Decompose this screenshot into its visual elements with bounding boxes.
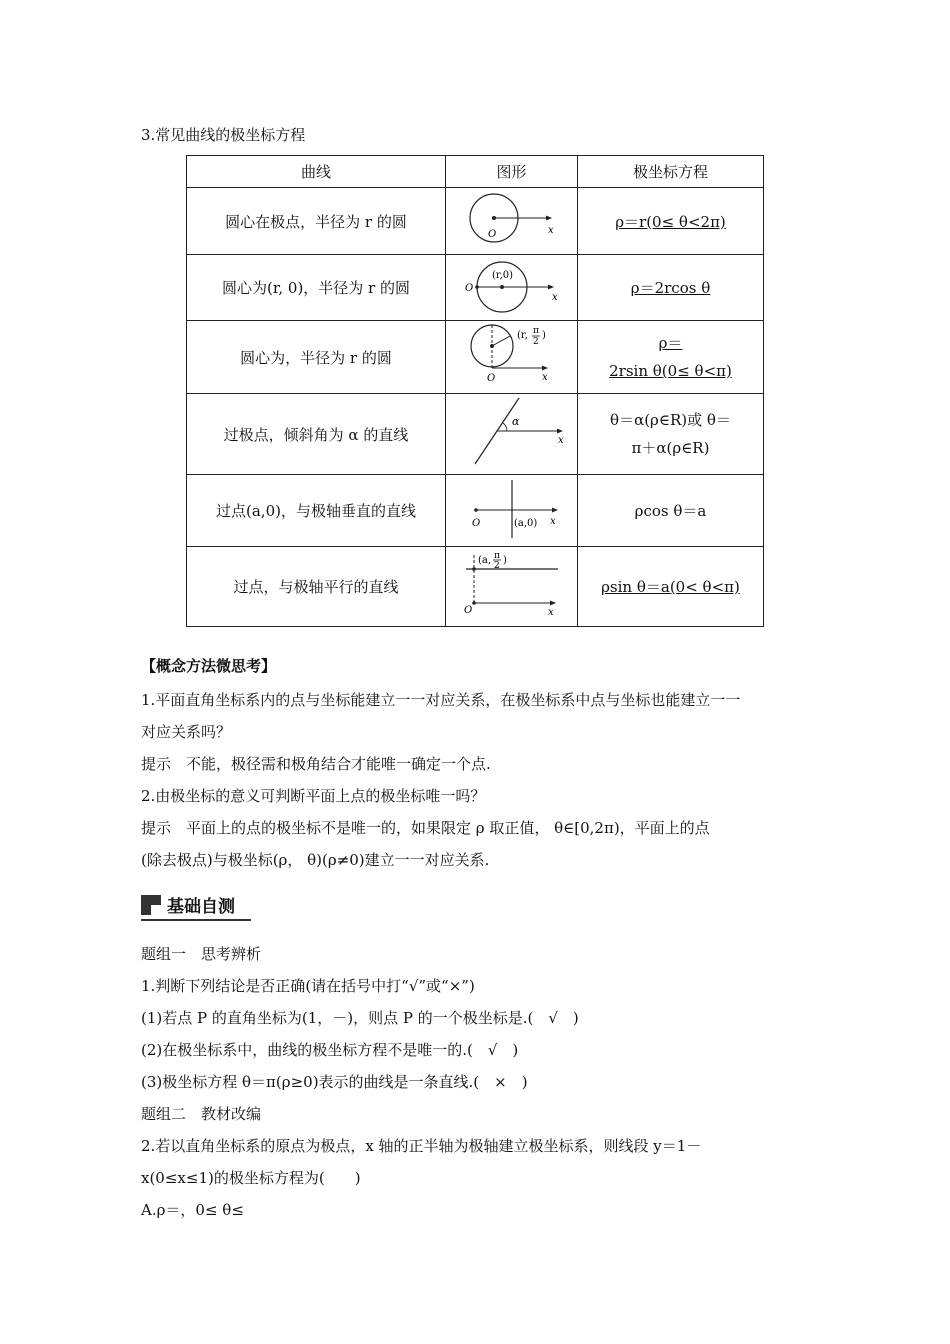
exercise-line: x(0≤x≤1)的极坐标方程为( ): [141, 1169, 361, 1187]
table-row: [187, 547, 764, 627]
svg-text:x: x: [547, 606, 554, 618]
figure-cell: [446, 321, 578, 394]
svg-text:π: π: [532, 326, 539, 336]
equation-cell: [578, 321, 764, 394]
figure-cell: [446, 547, 578, 627]
svg-text:2: 2: [493, 560, 500, 571]
svg-text:O: O: [487, 229, 496, 240]
svg-text:π: π: [493, 550, 500, 561]
svg-text:O: O: [464, 282, 473, 294]
exercise-line: (3)极坐标方程 θ＝π(ρ≥0)表示的曲线是一条直线.( × ): [141, 1073, 528, 1091]
equation: ρcos θ＝a: [634, 502, 707, 520]
table-row: [187, 394, 764, 475]
svg-text:x: x: [551, 291, 558, 303]
curve-cell: 圆心在极点，半径为 r 的圆: [187, 188, 446, 255]
exercise-line: (2)在极坐标系中，曲线的极坐标方程不是唯一的.( √ ): [141, 1041, 519, 1059]
curve-cell: 圆心为(r, 0)，半径为 r 的圆: [187, 255, 446, 321]
circle-center-r0-figure: [462, 256, 562, 316]
vertical-line-figure: [462, 476, 562, 542]
equation-cell: [578, 547, 764, 627]
section-banner: [141, 891, 251, 921]
concept-heading: 【概念方法微思考】: [141, 657, 277, 675]
curve-cell: 过极点，倾斜角为 α 的直线: [187, 394, 446, 475]
equation-cell: [578, 394, 764, 475]
exercise-line: 题组二 教材改编: [141, 1105, 262, 1123]
svg-text:x: x: [549, 515, 556, 527]
concept-line: 1.平面直角坐标系内的点与坐标能建立一一对应关系，在极坐标系中点与坐标也能建立一一: [141, 691, 741, 709]
svg-text:(r,: (r,: [516, 330, 528, 341]
table-row: [187, 188, 764, 255]
line-through-pole-figure: [457, 396, 567, 468]
equation: ρ＝2rcos θ: [630, 279, 711, 297]
table-header-row: [187, 156, 764, 188]
curve-cell: 过点(a,0)，与极轴垂直的直线: [187, 475, 446, 547]
table-row: [187, 255, 764, 321]
concept-line: (除去极点)与极坐标(ρ， θ)(ρ≠0)建立一一对应关系.: [141, 851, 490, 869]
svg-text:(r,0): (r,0): [491, 269, 513, 281]
horizontal-line-figure: [462, 549, 562, 621]
concept-line: 提示 平面上的点的极坐标不是唯一的，如果限定 ρ 取正值， θ∈[0,2π)，平面上的点: [141, 819, 710, 837]
svg-text:O: O: [463, 604, 472, 616]
equation-cell: [578, 255, 764, 321]
table-row: [187, 321, 764, 394]
svg-text:): ): [502, 554, 507, 566]
equation-line-1: θ＝α(ρ∈R)或 θ＝: [610, 411, 731, 429]
equation-cell: [578, 188, 764, 255]
equation-line-2: 2rsin θ(0≤ θ<π): [609, 362, 732, 380]
curve-cell: 过点，与极轴平行的直线: [187, 547, 446, 627]
circle-center-r-pi2-figure: [462, 322, 562, 388]
section-title: 3.常见曲线的极坐标方程: [141, 126, 306, 144]
svg-text:O: O: [471, 517, 480, 529]
exercise-line: 1.判断下列结论是否正确(请在括号中打“√”或“×”): [141, 977, 475, 995]
svg-text:x: x: [547, 225, 554, 236]
figure-cell: [446, 188, 578, 255]
exercise-line: 题组一 思考辨析: [141, 945, 262, 963]
circle-at-pole-figure: [462, 191, 562, 247]
header-equation: 极坐标方程: [578, 156, 764, 188]
concept-line: 对应关系吗？: [141, 723, 232, 741]
concept-line: 提示 不能，极径需和极角结合才能唯一确定一个点.: [141, 755, 491, 773]
polar-equation-table: [186, 155, 764, 627]
svg-text:(a,0): (a,0): [513, 517, 537, 529]
equation-line-1: ρ＝: [658, 334, 683, 352]
svg-text:O: O: [486, 373, 495, 384]
exercise-line: 2.若以直角坐标系的原点为极点，x 轴的正半轴为极轴建立极坐标系，则线段 y＝1－: [141, 1137, 702, 1155]
banner-title: 基础自测: [167, 897, 235, 917]
figure-cell: [446, 394, 578, 475]
svg-text:x: x: [541, 372, 548, 383]
table-row: [187, 475, 764, 547]
concept-line: 2.由极坐标的意义可判断平面上点的极坐标唯一吗？: [141, 787, 486, 805]
svg-text:α: α: [511, 415, 519, 428]
exercise-line: A.ρ＝，0≤ θ≤: [141, 1201, 244, 1219]
svg-text:x: x: [557, 435, 564, 446]
exercise-line: (1)若点 P 的直角坐标为(1，－)，则点 P 的一个极坐标是.( √ ): [141, 1009, 579, 1027]
equation: ρsin θ＝a(0< θ<π): [601, 578, 740, 596]
figure-cell: [446, 255, 578, 321]
figure-cell: [446, 475, 578, 547]
equation-line-2: π＋α(ρ∈R): [631, 439, 710, 457]
equation-cell: [578, 475, 764, 547]
header-curve: 曲线: [187, 156, 446, 188]
svg-text:(a,: (a,: [477, 554, 491, 566]
equation: ρ＝r(0≤ θ<2π): [615, 212, 726, 231]
svg-text:2: 2: [532, 337, 539, 347]
header-figure: 图形: [446, 156, 578, 188]
curve-cell: 圆心为，半径为 r 的圆: [187, 321, 446, 394]
svg-text:): ): [541, 330, 546, 341]
